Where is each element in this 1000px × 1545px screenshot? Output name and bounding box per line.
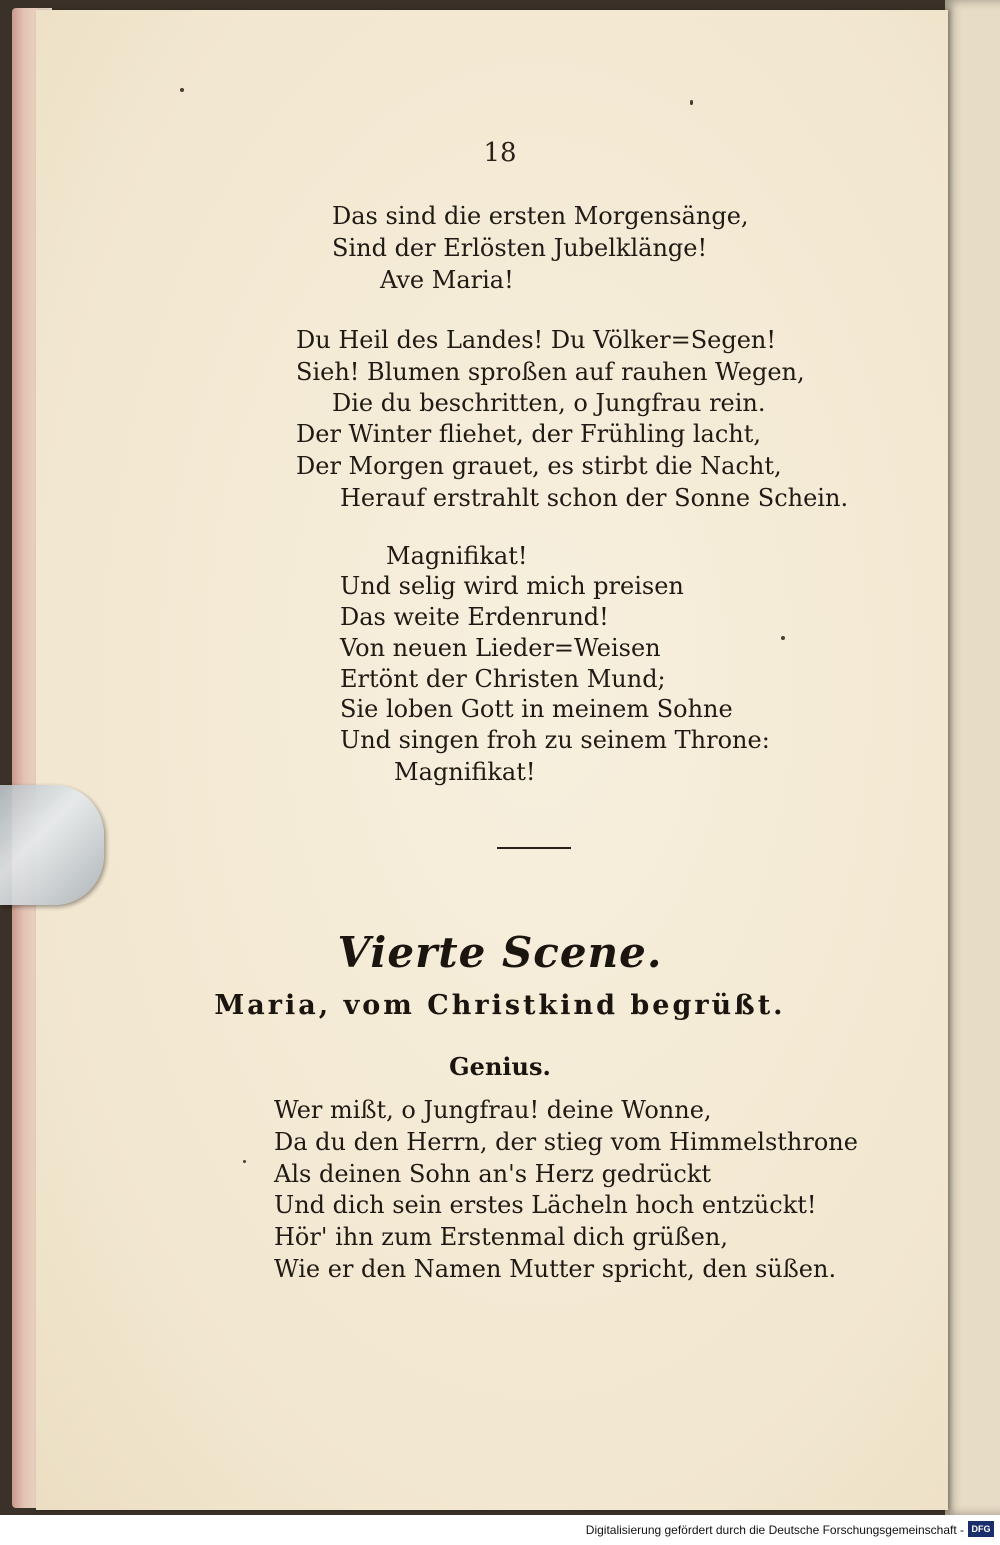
verse-line: Magnifikat! [394, 758, 536, 786]
verse-line: Sie loben Gott in meinem Sohne [340, 695, 733, 723]
verse-line: Der Morgen grauet, es stirbt die Nacht, [296, 452, 782, 480]
verse-line: Ave Maria! [380, 266, 514, 294]
verse-line: Wer mißt, o Jungfrau! deine Wonne, [274, 1096, 712, 1124]
verse-line: Ertönt der Christen Mund; [340, 665, 666, 693]
verse-line: Die du beschritten, o Jungfrau rein. [332, 389, 766, 417]
verse-line: Und selig wird mich preisen [340, 572, 684, 600]
page-clip [0, 785, 104, 905]
verse-line: Du Heil des Landes! Du Völker=Segen! [296, 326, 777, 354]
verse-line: Das sind die ersten Morgensänge, [332, 202, 749, 230]
verse-line: Hör' ihn zum Erstenmal dich grüßen, [274, 1223, 728, 1251]
verse-line: Das weite Erdenrund! [340, 603, 609, 631]
dfg-logo-icon: DFG [968, 1521, 994, 1537]
verse-line: Sieh! Blumen sproßen auf rauhen Wegen, [296, 358, 805, 386]
paper-speck [180, 88, 184, 92]
speaker-name: Genius. [449, 1052, 551, 1081]
verse-line: Sind der Erlösten Jubelklänge! [332, 234, 708, 262]
verse-line: Magnifikat! [386, 542, 528, 570]
verse-line: Und singen froh zu seinem Throne: [340, 726, 770, 754]
scene-title: Vierte Scene. [337, 928, 663, 977]
paper-speck [690, 100, 693, 105]
page-number: 18 [483, 138, 517, 168]
paper-speck [243, 1160, 246, 1163]
verse-line: Da du den Herrn, der stieg vom Himmelsthrone [274, 1128, 858, 1156]
footer-bar [0, 1515, 1000, 1545]
scene-subtitle: Maria, vom Christkind begrüßt. [214, 990, 786, 1021]
paper-speck [781, 636, 785, 640]
verse-line: Als deinen Sohn an's Herz gedrückt [274, 1160, 712, 1188]
adjacent-page [945, 0, 1000, 1515]
verse-line: Der Winter fliehet, der Frühling lacht, [296, 420, 761, 448]
footer-credit: Digitalisierung gefördert durch die Deutsche Forschungsgemeinschaft - [585, 1523, 964, 1537]
verse-line: Und dich sein erstes Lächeln hoch entzückt! [274, 1191, 817, 1219]
verse-line: Wie er den Namen Mutter spricht, den süßen. [274, 1255, 837, 1283]
verse-line: Von neuen Lieder=Weisen [340, 634, 661, 662]
verse-line: Herauf erstrahlt schon der Sonne Schein. [340, 484, 849, 512]
section-divider [497, 847, 571, 849]
